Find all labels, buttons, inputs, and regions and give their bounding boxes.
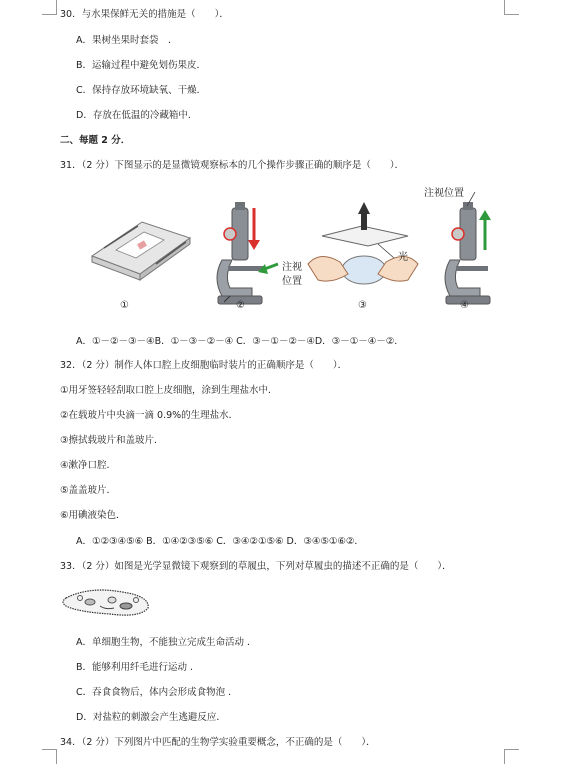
q33-option-c: C．吞食食物后，体内会形成食物泡 ． — [76, 687, 238, 698]
q30-option-b: B．运输过程中避免划伤果皮． — [76, 60, 207, 71]
q32-step-3: ③擦拭载玻片和盖玻片． — [60, 435, 164, 446]
step4-microscope-illustration — [445, 192, 491, 304]
q30-stem: 30．与水果保鲜无关的措施是（ ）． — [60, 9, 229, 20]
paramecium-figure — [60, 584, 154, 624]
microscope-steps-illustration — [82, 178, 502, 323]
q32-step-5: ⑤盖盖玻片． — [60, 485, 117, 496]
light-label: 光 — [398, 252, 408, 263]
q32-step-6: ⑥用碘液染色． — [60, 510, 126, 521]
q33-option-a: A．单细胞生物，不能独立完成生命活动 ． — [76, 637, 257, 648]
corner-mark — [504, 0, 519, 15]
q32-step-1: ①用牙签轻轻刮取口腔上皮细胞，涂到生理盐水中． — [60, 385, 278, 396]
step2-label-line2: 位置 — [282, 276, 302, 287]
q32-options: A．①②③④⑤⑥ B．①④②③⑤⑥ C．③④②①⑤⑥ D．③④⑤①⑥②． — [76, 536, 364, 547]
q32-step-4: ④漱净口腔． — [60, 460, 117, 471]
step-number-4: ④ — [460, 300, 469, 311]
microscope-steps-figure — [82, 178, 502, 323]
q34-stem: 34．（2 分）下列图片中匹配的生物学实验重要概念，不正确的是（ ）． — [60, 737, 376, 748]
q32-step-2: ②在载玻片中央滴一滴 0.9%的生理盐水． — [60, 410, 239, 421]
paramecium-illustration — [60, 584, 154, 620]
step1-slide-illustration — [92, 222, 190, 280]
q32-stem: 32．（2 分）制作人体口腔上皮细胞临时装片的正确顺序是（ ）． — [60, 360, 348, 371]
q30-option-c: C．保持存放环境缺氧、干燥． — [76, 85, 207, 96]
step3-mirror-illustration — [308, 202, 418, 284]
corner-mark — [504, 749, 519, 764]
step2-label-line1: 注视 — [282, 262, 302, 273]
corner-mark — [42, 749, 57, 764]
observation-position-label: 注视位置 — [424, 188, 464, 199]
step-number-3: ③ — [358, 300, 367, 311]
step-number-2: ② — [236, 300, 245, 311]
corner-mark — [42, 0, 57, 15]
step-number-1: ① — [120, 300, 129, 311]
section-heading: 二、每题 2 分． — [60, 135, 131, 146]
q31-stem: 31．（2 分）下图显示的是显微镜观察标本的几个操作步骤正确的顺序是（ ）． — [60, 160, 405, 171]
q33-option-d: D．对盐粒的刺激会产生逃避反应． — [76, 712, 226, 723]
q31-options: A．①－②－③－④B．①－③－②－④ C．③－①－②－④D．③－①－④－②． — [76, 336, 404, 347]
q33-stem: 33．（2 分）如图是光学显微镜下观察到的草履虫，下列对草履虫的描述不正确的是（ ）． — [60, 561, 452, 572]
q30-option-a: A．果树坐果时套袋 ． — [76, 35, 178, 46]
q30-option-d: D．存放在低温的冷藏箱中． — [76, 110, 198, 121]
q33-option-b: B．能够利用纤毛进行运动 ． — [76, 662, 200, 673]
step2-microscope-illustration — [217, 202, 278, 304]
